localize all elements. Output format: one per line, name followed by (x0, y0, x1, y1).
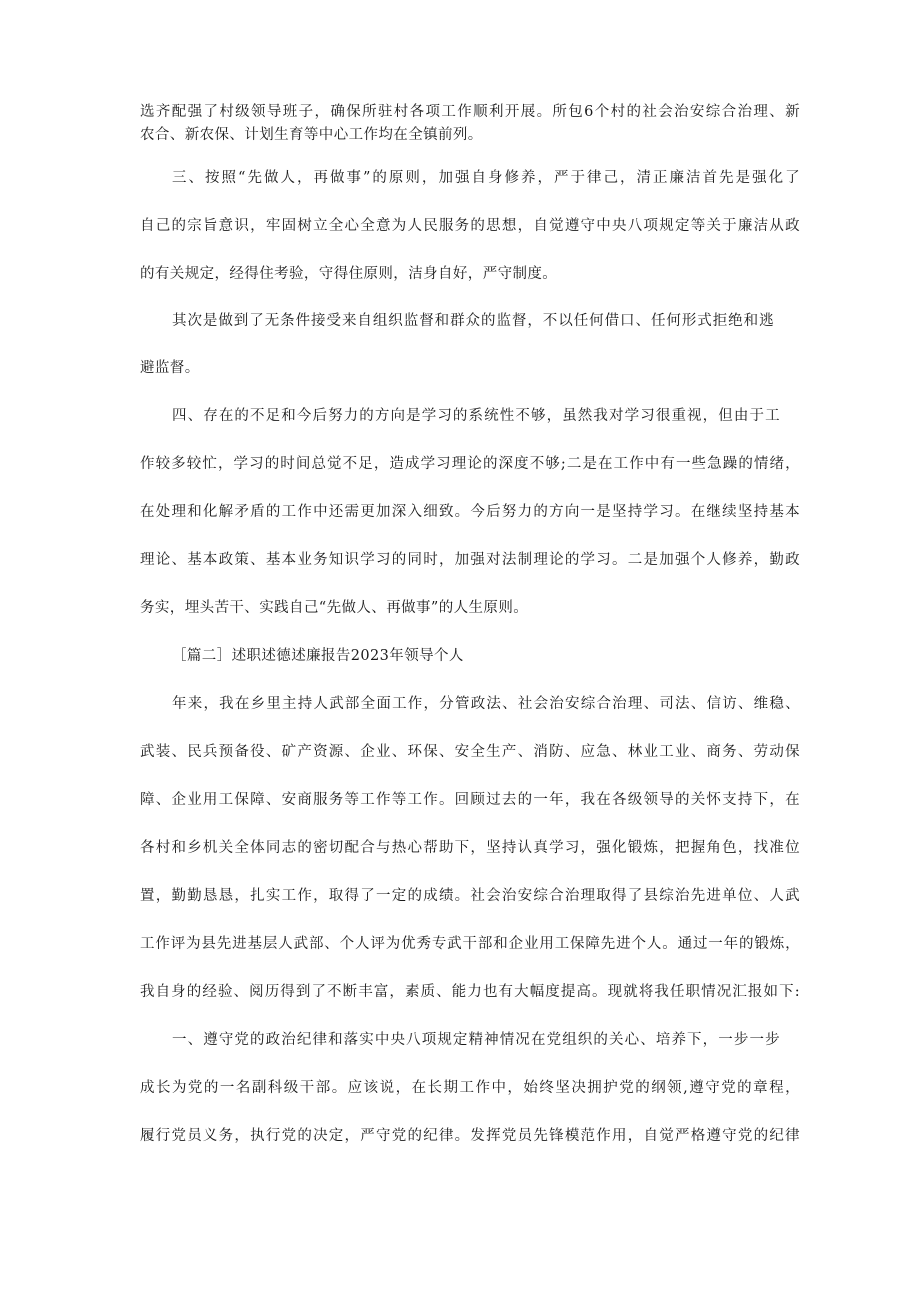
text-line: 在处理和化解矛盾的工作中还需更加深入细致。今后努力的方向一是坚持学习。在继续坚持基本 (140, 504, 800, 520)
text-line: 我自身的经验、阅历得到了不断丰富，素质、能力也有大幅度提高。现就将我任职情况汇报如下: (140, 984, 800, 1000)
text-line: 武装、民兵预备役、矿产资源、企业、环保、安全生产、消防、应急、林业工业、商务、劳动保 (140, 744, 800, 760)
paragraph-three-start: 三、按照“先做人，再做事”的原则，加强自身修养，严于律己，清正廉洁首先是强化了 (172, 170, 800, 186)
text-line: 履行党员义务，执行党的决定，严守党的纪律。发挥党员先锋模范作用，自觉严格遵守党的纪律 (140, 1128, 800, 1144)
paragraph-discipline-start: 一、遵守党的政治纪律和落实中央八项规定精神情况在党组织的关心、培养下，一步一步 (172, 1032, 780, 1048)
text-line: 选齐配强了村级领导班子，确保所驻村各项工作顺利开展。所包6个村的社会治安综合治理、新 (140, 104, 800, 120)
text-line: 自己的宗旨意识，牢固树立全心全意为人民服务的思想，自觉遵守中央八项规定等关于廉洁从政 (140, 218, 800, 234)
text-line: 成长为党的一名副科级干部。应该说，在长期工作中，始终坚决拥护党的纲领,遵守党的章程， (140, 1080, 800, 1096)
text-line: 避监督。 (140, 360, 200, 376)
paragraph-four-start: 四、存在的不足和今后努力的方向是学习的系统性不够，虽然我对学习很重视，但由于工 (172, 408, 780, 424)
text-line: 各村和乡机关全体同志的密切配合与热心帮助下，坚持认真学习，强化锻炼，把握角色，找准位 (140, 840, 800, 856)
text-line: 的有关规定，经得住考验，守得住原则，洁身自好，严守制度。 (140, 266, 558, 282)
text-line: 工作评为县先进基层人武部、个人评为优秀专武干部和企业用工保障先进个人。通过一年的锻炼， (140, 936, 800, 952)
paragraph-section-two-start: 年来，我在乡里主持人武部全面工作，分管政法、社会治安综合治理、司法、信访、维稳、 (172, 696, 800, 712)
text-line: 务实，埋头苦干、实践自己“先做人、再做事”的人生原则。 (140, 600, 529, 616)
text-line: 农合、新农保、计划生育等中心工作均在全镇前列。 (140, 127, 483, 143)
text-line: 理论、基本政策、基本业务知识学习的同时，加强对法制理论的学习。二是加强个人修养，勤政 (140, 552, 800, 568)
section-heading: ［篇二］述职述德述廉报告2023年领导个人 (172, 648, 464, 664)
paragraph-supervision-start: 其次是做到了无条件接受来自组织监督和群众的监督，不以任何借口、任何形式拒绝和逃 (172, 313, 774, 329)
text-line: 作较多较忙，学习的时间总觉不足，造成学习理论的深度不够;二是在工作中有一些急躁的情绪， (140, 456, 800, 472)
text-line: 障、企业用工保障、安商服务等工作等工作。回顾过去的一年，我在各级领导的关怀支持下，在 (140, 792, 800, 808)
text-line: 置，勤勤恳恳，扎实工作，取得了一定的成绩。社会治安综合治理取得了县综治先进单位、人武 (140, 888, 800, 904)
